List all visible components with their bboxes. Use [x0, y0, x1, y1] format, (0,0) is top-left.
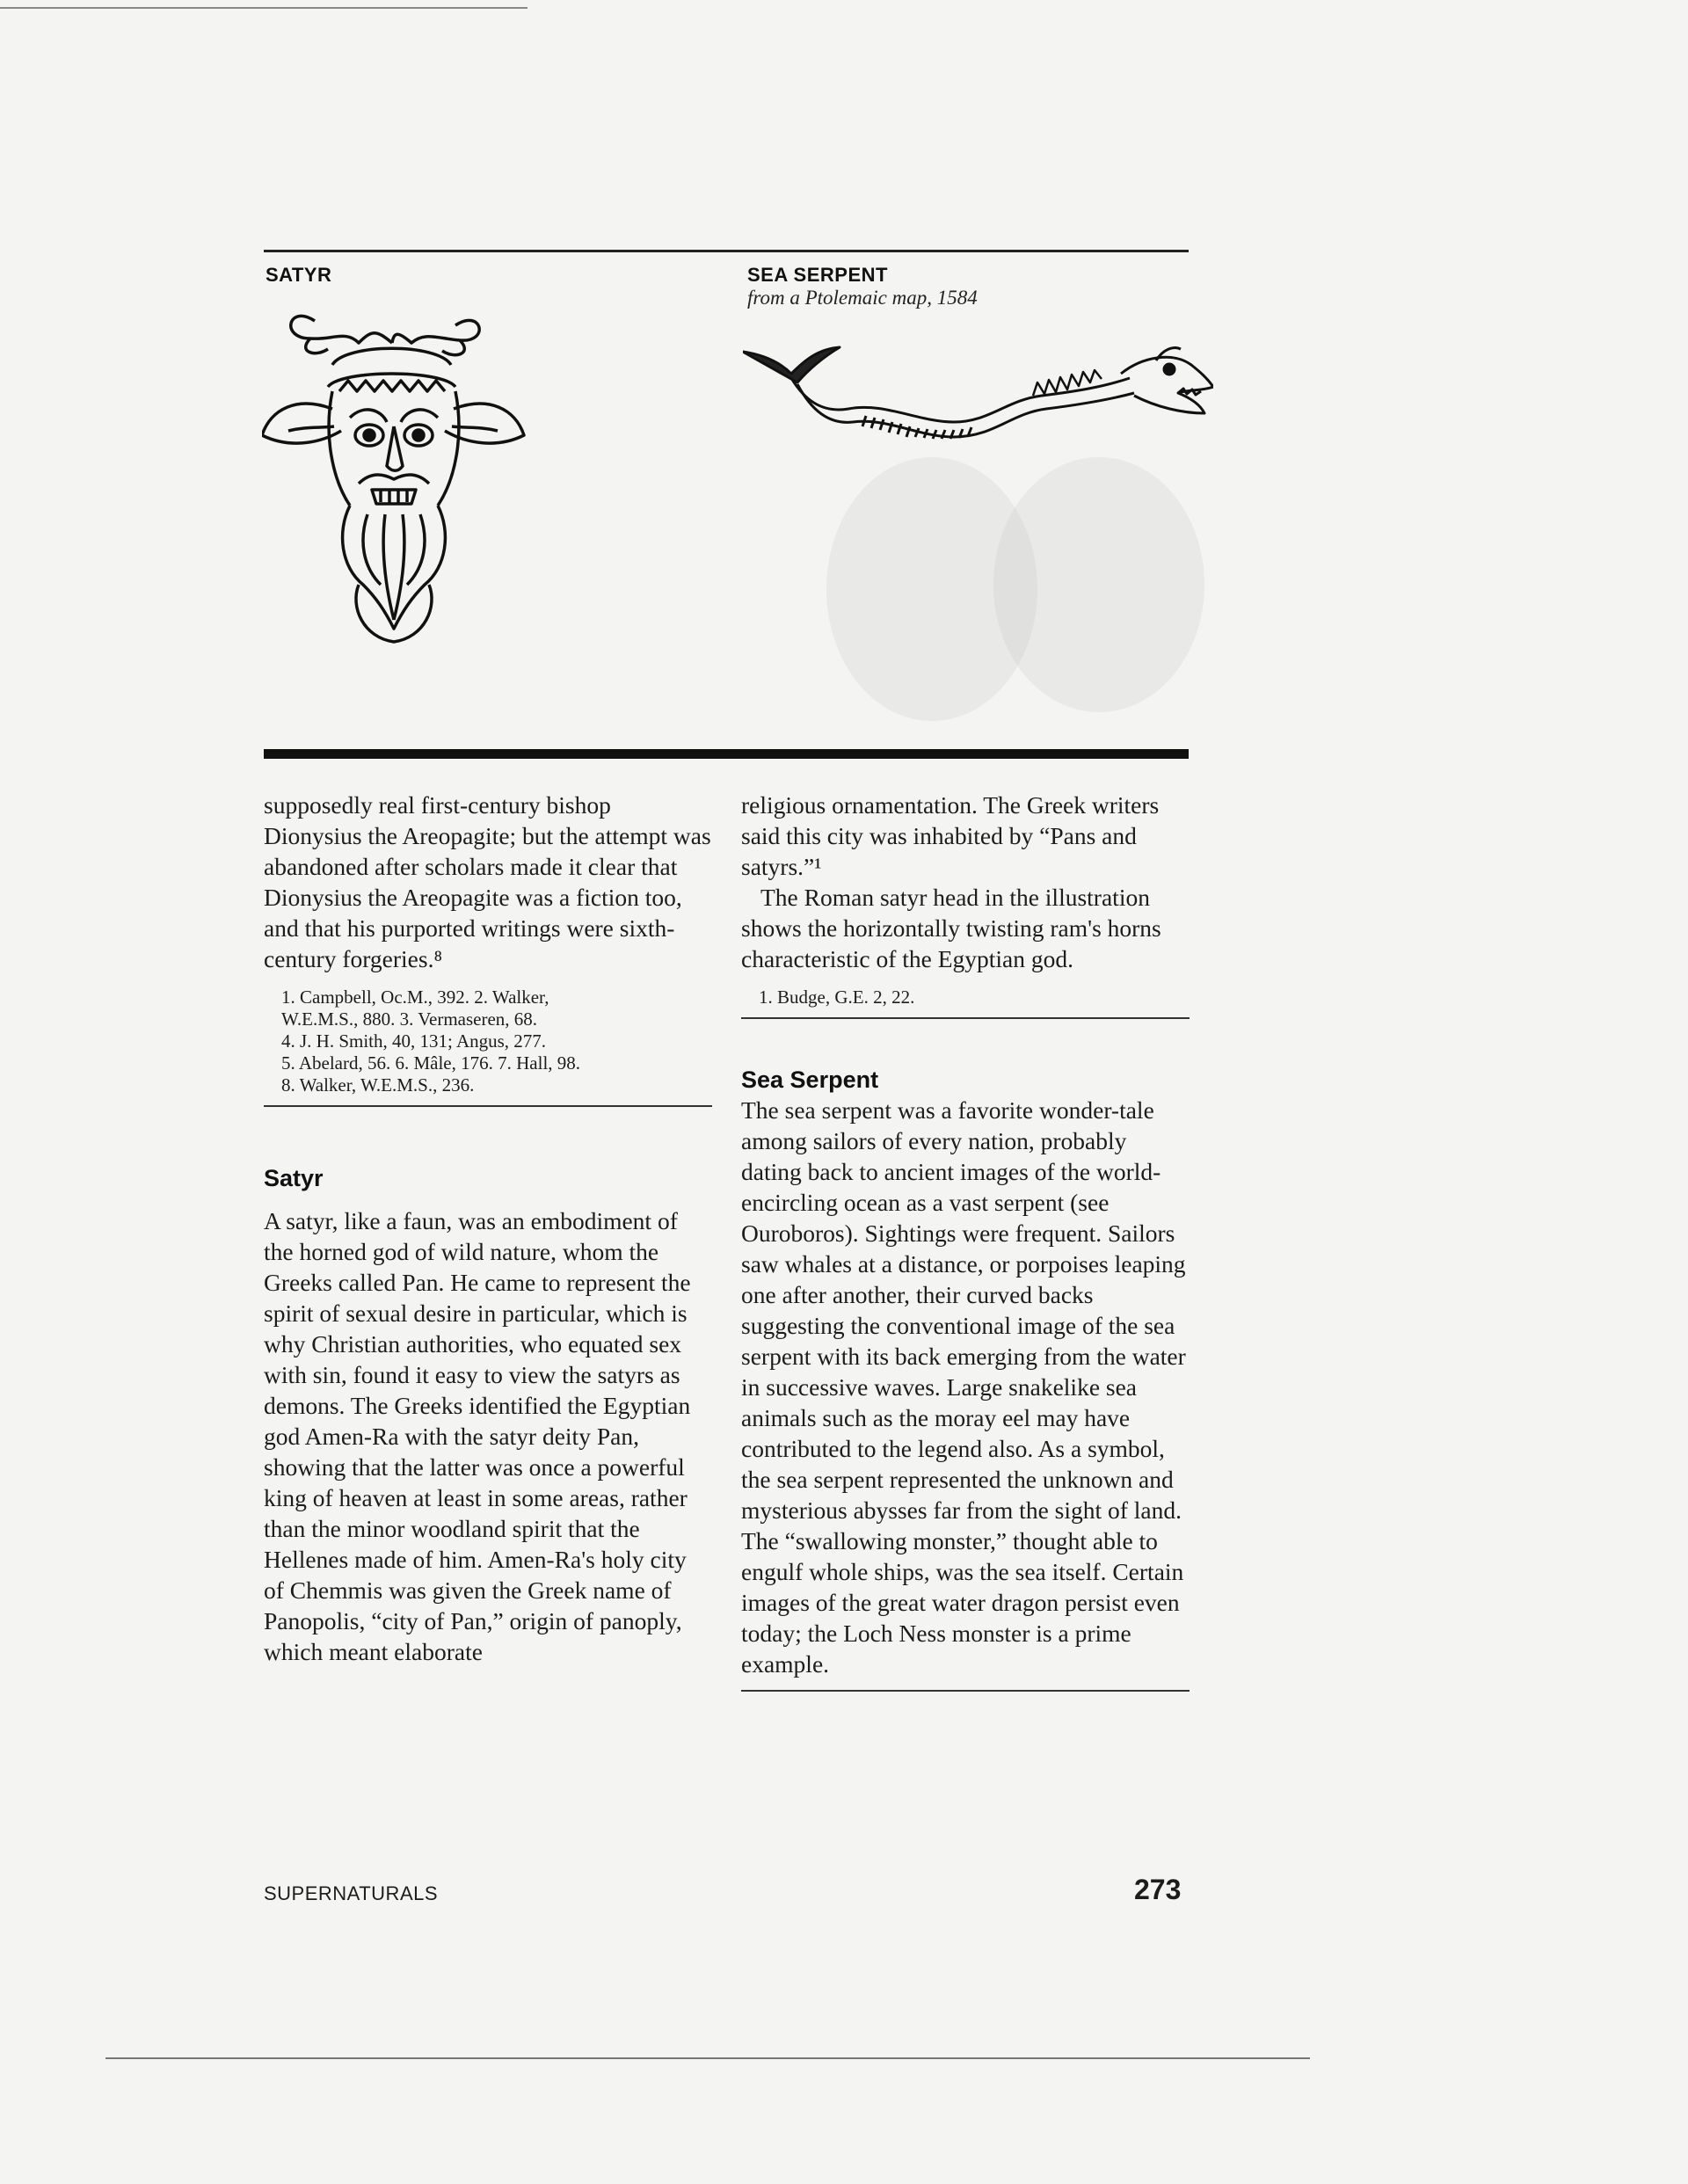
satyr-illustration-note: The Roman satyr head in the illustration shows the horizontally twisting ram's horns characteristic of the Egyptian god.	[741, 884, 1161, 972]
scan-edge-bottom	[106, 2057, 1310, 2059]
footnote-line: 4. J. H. Smith, 40, 131; Angus, 277.	[281, 1030, 547, 1052]
scan-edge-top	[0, 7, 528, 9]
right-end-rule	[741, 1690, 1190, 1692]
top-rule	[264, 250, 1189, 252]
satyr-heading: Satyr	[264, 1165, 324, 1191]
right-paragraph-continued: religious ornamentation. The Greek writers said this city was inhabited by “Pans and satyrs.”¹	[741, 791, 1160, 880]
satyr-entry-text: A satyr, like a faun, was an embodiment of the horned god of wild nature, whom the Greeks called Pan. He came to represent the spirit of sexual desire in particular, which is why Christian authorities, who equated sex with sin, found it easy to view the satyrs as demons. The Greeks identified the Egyptian god Amen-Ra with the satyr deity Pan, showing that the latter was once a powerful king of heaven at least in some areas, rather than the minor woodland spirit that the Hellenes made of him. Amen-Ra's holy city of Chemmis was given the Greek name of Panopolis, “city of Pan,” origin of panoply, which meant elaborate	[264, 1207, 691, 1665]
sea-serpent-heading: Sea Serpent	[741, 1067, 879, 1093]
footnote-line: 1. Campbell, Oc.M., 392. 2. Walker,	[281, 986, 549, 1008]
footnote-line: 1. Budge, G.E. 2, 22.	[759, 986, 915, 1008]
running-footer: SUPERNATURALS	[264, 1882, 439, 1904]
footnote-line: 5. Abelard, 56. 6. Mâle, 176. 7. Hall, 98.	[281, 1052, 581, 1074]
right-footnotes	[741, 986, 1190, 1008]
header-divider	[264, 749, 1189, 759]
bleed-through-shape	[993, 457, 1204, 712]
satyr-head-icon	[262, 303, 526, 646]
sea-serpent-entry-text: The sea serpent was a favorite wonder-tale among sailors of every nation, probably dating back to ancient images of the world-encircling ocean as a vast serpent (see Ouroboros). Sightings were frequent. Sailors saw whales at a distance, or porpoises leaping one after another, their curved backs suggesting the conventional image of the sea serpent with its back emerging from the water in successive waves. Large snakelike sea animals such as the moray eel may have contributed to the legend also. As a symbol, the sea serpent represented the unknown and mysterious abysses far from the sight of land. The “swallowing monster,” thought able to engulf whole ships, was the sea itself. Certain images of the great water dragon persist even today; the Loch Ness monster is a prime example.	[741, 1096, 1186, 1678]
left-footnotes	[264, 986, 712, 1096]
left-paragraph-continued: supposedly real first-century bishop Dionysius the Areopagite; but the attempt was abandoned after scholars made it clear that Dionysius the Areopagite was a fiction too, and that his purported writings were sixth-century forgeries.⁸	[264, 791, 711, 972]
footnote-line: W.E.M.S., 880. 3. Vermaseren, 68.	[281, 1008, 538, 1030]
sea-serpent-caption: SEA SERPENT	[747, 264, 888, 286]
footnote-line: 8. Walker, W.E.M.S., 236.	[281, 1074, 475, 1096]
sea-serpent-source: from a Ptolemaic map, 1584	[747, 287, 978, 309]
left-column	[264, 790, 712, 1667]
right-column	[741, 790, 1190, 1692]
page-number: 273	[1134, 1874, 1182, 1905]
sea-serpent-icon	[743, 339, 1213, 453]
satyr-caption: SATYR	[266, 264, 332, 286]
